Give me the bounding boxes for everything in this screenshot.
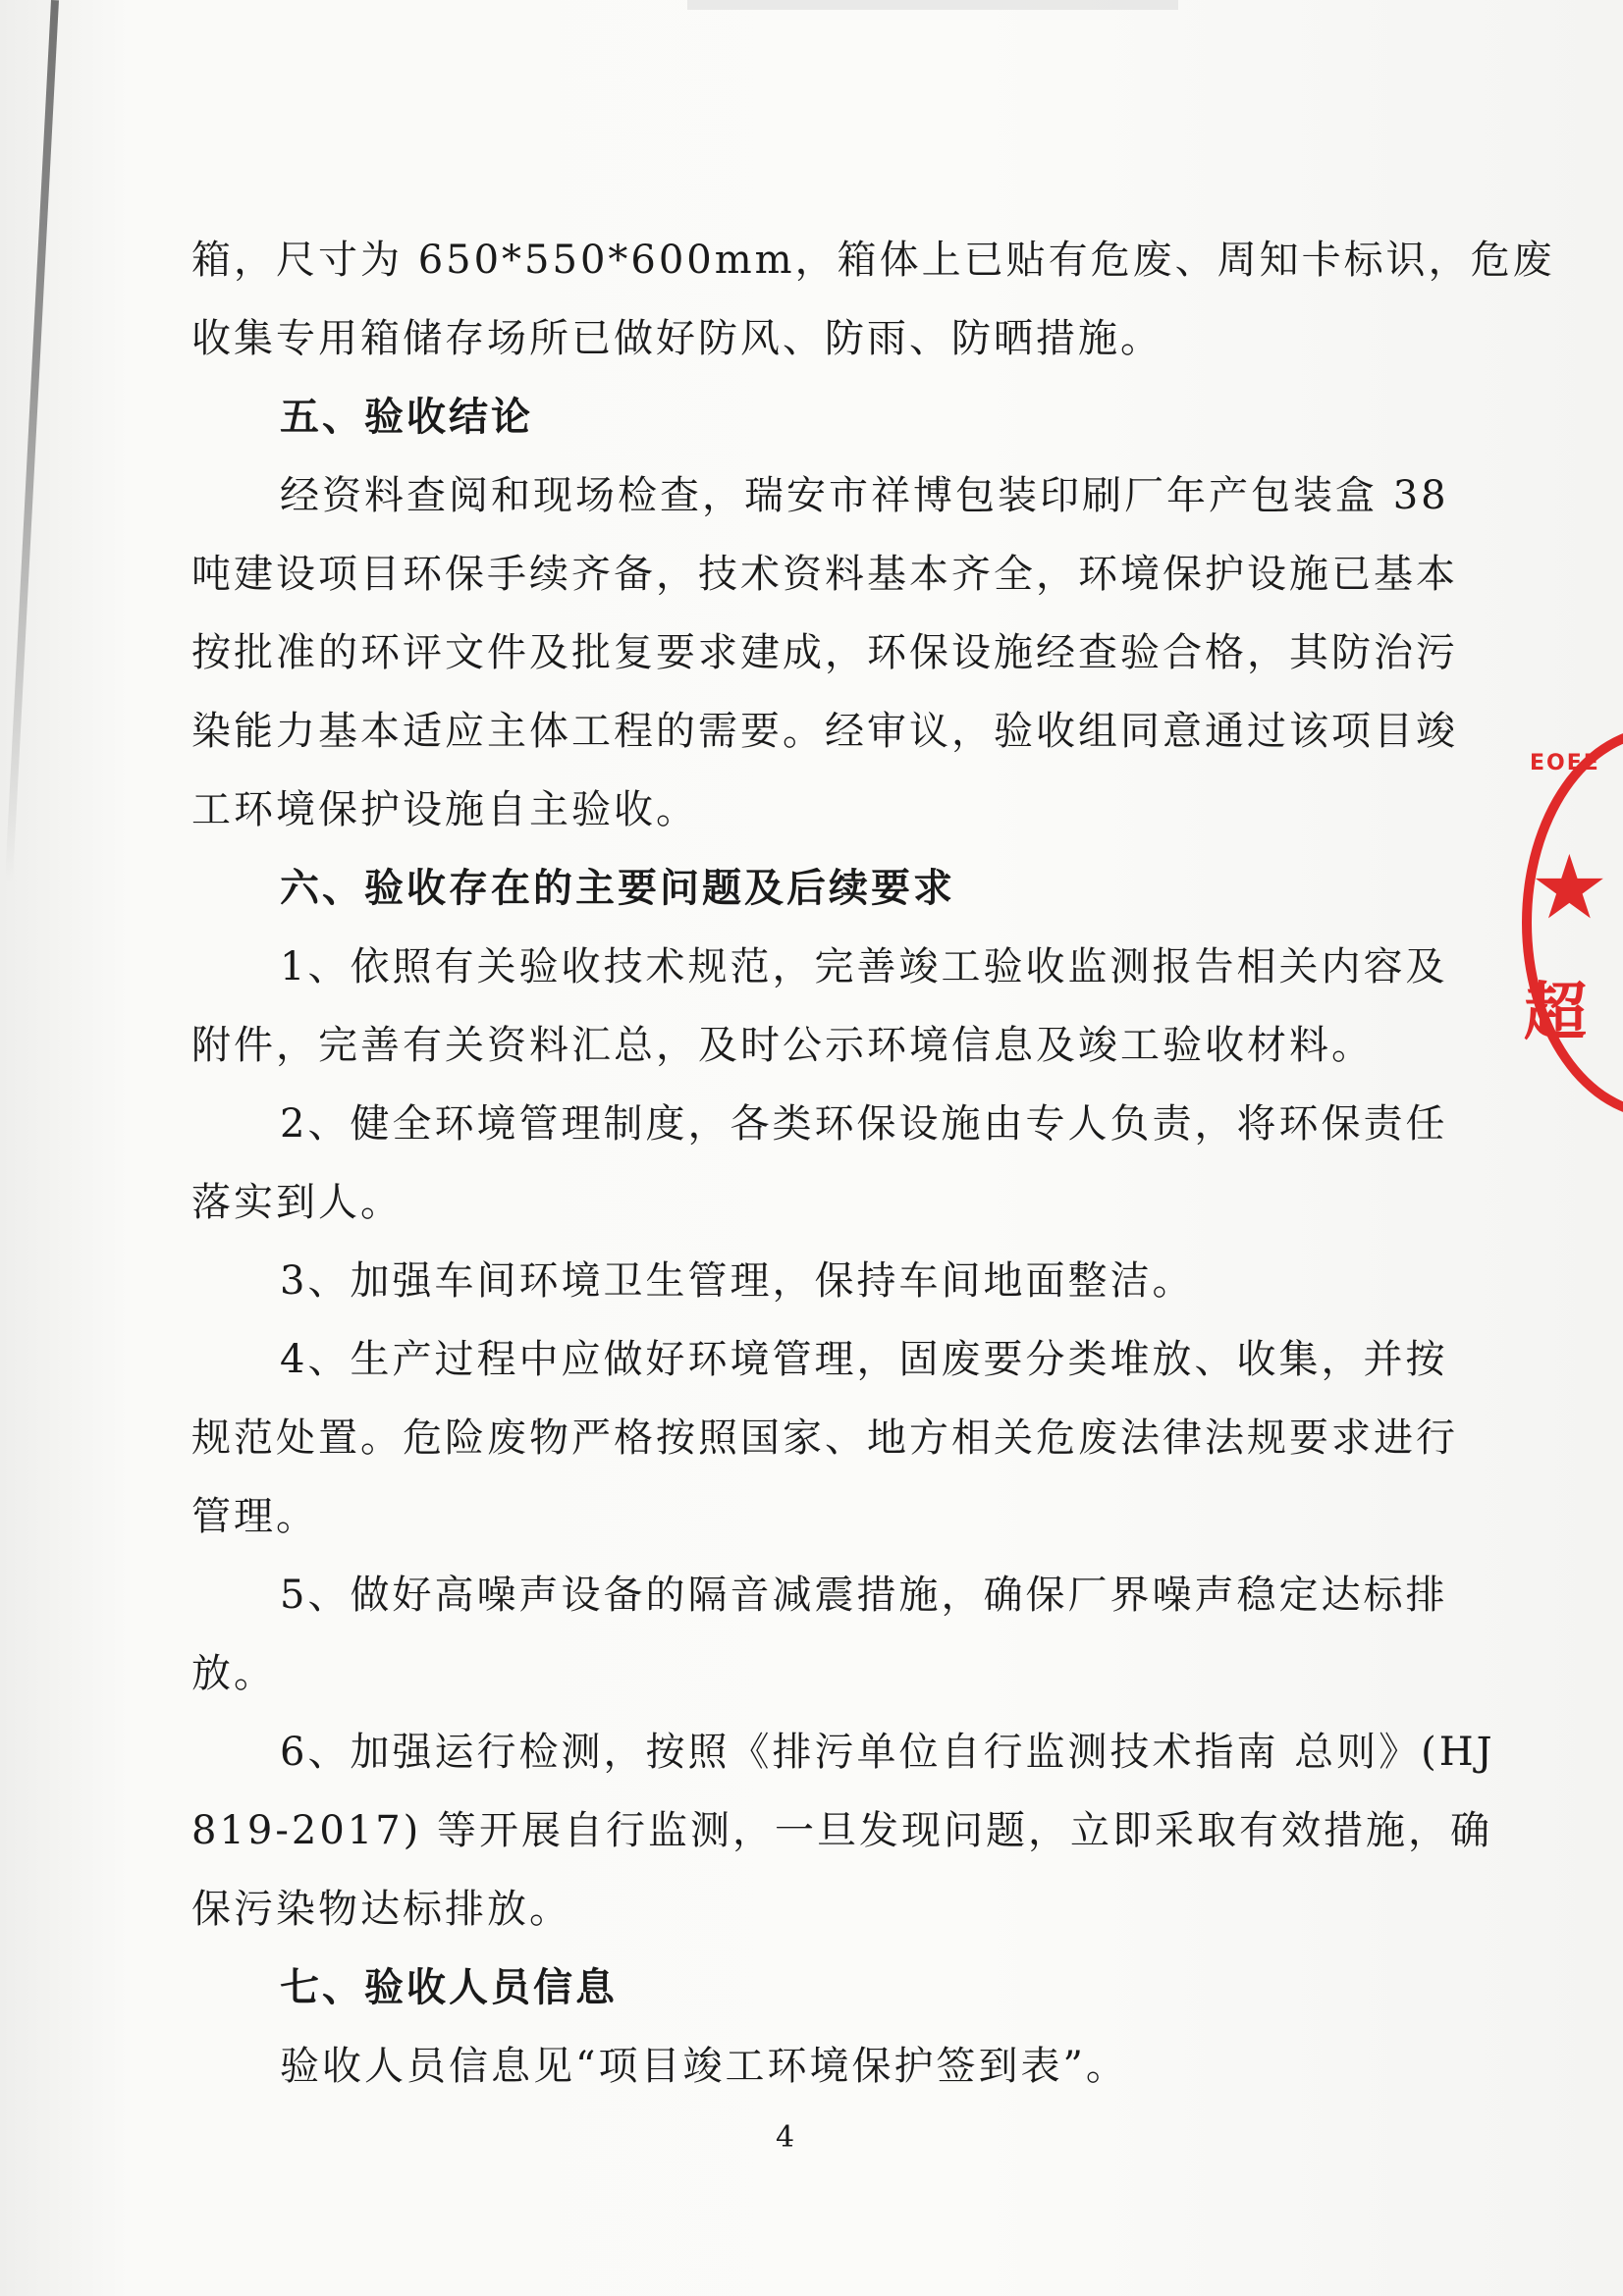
text-line: 染能力基本适应主体工程的需要。经审议，验收组同意通过该项目竣 — [191, 709, 1458, 754]
text-line: 附件，完善有关资料汇总，及时公示环境信息及竣工验收材料。 — [191, 1023, 1374, 1068]
document-body — [191, 221, 1555, 2106]
text-line: 819-2017) 等开展自行监测，一旦发现问题，立即采取有效措施，确 — [191, 1808, 1492, 1853]
list-item: 5、做好高噪声设备的隔音减震措施，确保厂界噪声稳定达标排 — [280, 1573, 1448, 1618]
list-item: 4、生产过程中应做好环境管理，固废要分类堆放、收集，并按 — [280, 1337, 1448, 1382]
section-heading-personnel-info: 七、验收人员信息 — [280, 1964, 618, 2010]
text-line: 放。 — [191, 1651, 276, 1696]
seal-ring-text: EOEE — [1530, 751, 1600, 775]
text-line: 经资料查阅和现场检查，瑞安市祥博包装印刷厂年产包装盒 38 — [280, 473, 1449, 518]
text-line: 规范处置。危险废物严格按照国家、地方相关危废法律法规要求进行 — [191, 1415, 1458, 1461]
section-heading-acceptance-conclusion: 五、验收结论 — [280, 394, 533, 440]
list-item: 6、加强运行检测，按照《排污单位自行监测技术指南 总则》(HJ — [280, 1730, 1495, 1775]
scan-top-mark — [687, 0, 1178, 10]
text-line: 落实到人。 — [191, 1180, 403, 1225]
star-icon: ★ — [1530, 836, 1609, 939]
text-line: 验收人员信息见“项目竣工环境保护签到表”。 — [280, 2044, 1128, 2089]
text-line: 管理。 — [191, 1494, 318, 1539]
list-item: 3、加强车间环境卫生管理，保持车间地面整洁。 — [280, 1258, 1195, 1304]
seal-glyph: 超 — [1524, 976, 1587, 1049]
page-number: 4 — [776, 2120, 795, 2155]
scan-edge-shadow — [5, 0, 59, 882]
section-heading-main-issues: 六、验收存在的主要问题及后续要求 — [280, 865, 955, 911]
list-item: 2、健全环境管理制度，各类环保设施由专人负责，将环保责任 — [280, 1101, 1448, 1147]
text-line: 收集专用箱储存场所已做好防风、防雨、防晒措施。 — [191, 316, 1163, 361]
text-line: 保污染物达标排放。 — [191, 1887, 571, 1932]
list-item: 1、依照有关验收技术规范，完善竣工验收监测报告相关内容及 — [280, 944, 1448, 989]
text-line: 吨建设项目环保手续齐备，技术资料基本齐全，环境保护设施已基本 — [191, 552, 1458, 597]
official-seal — [1502, 707, 1623, 1119]
text-line: 按批准的环评文件及批复要求建成，环保设施经查验合格，其防治污 — [191, 630, 1458, 675]
text-line: 工环境保护设施自主验收。 — [191, 787, 698, 832]
text-line: 箱，尺寸为 650*550*600mm，箱体上已贴有危废、周知卡标识，危废 — [191, 238, 1555, 283]
